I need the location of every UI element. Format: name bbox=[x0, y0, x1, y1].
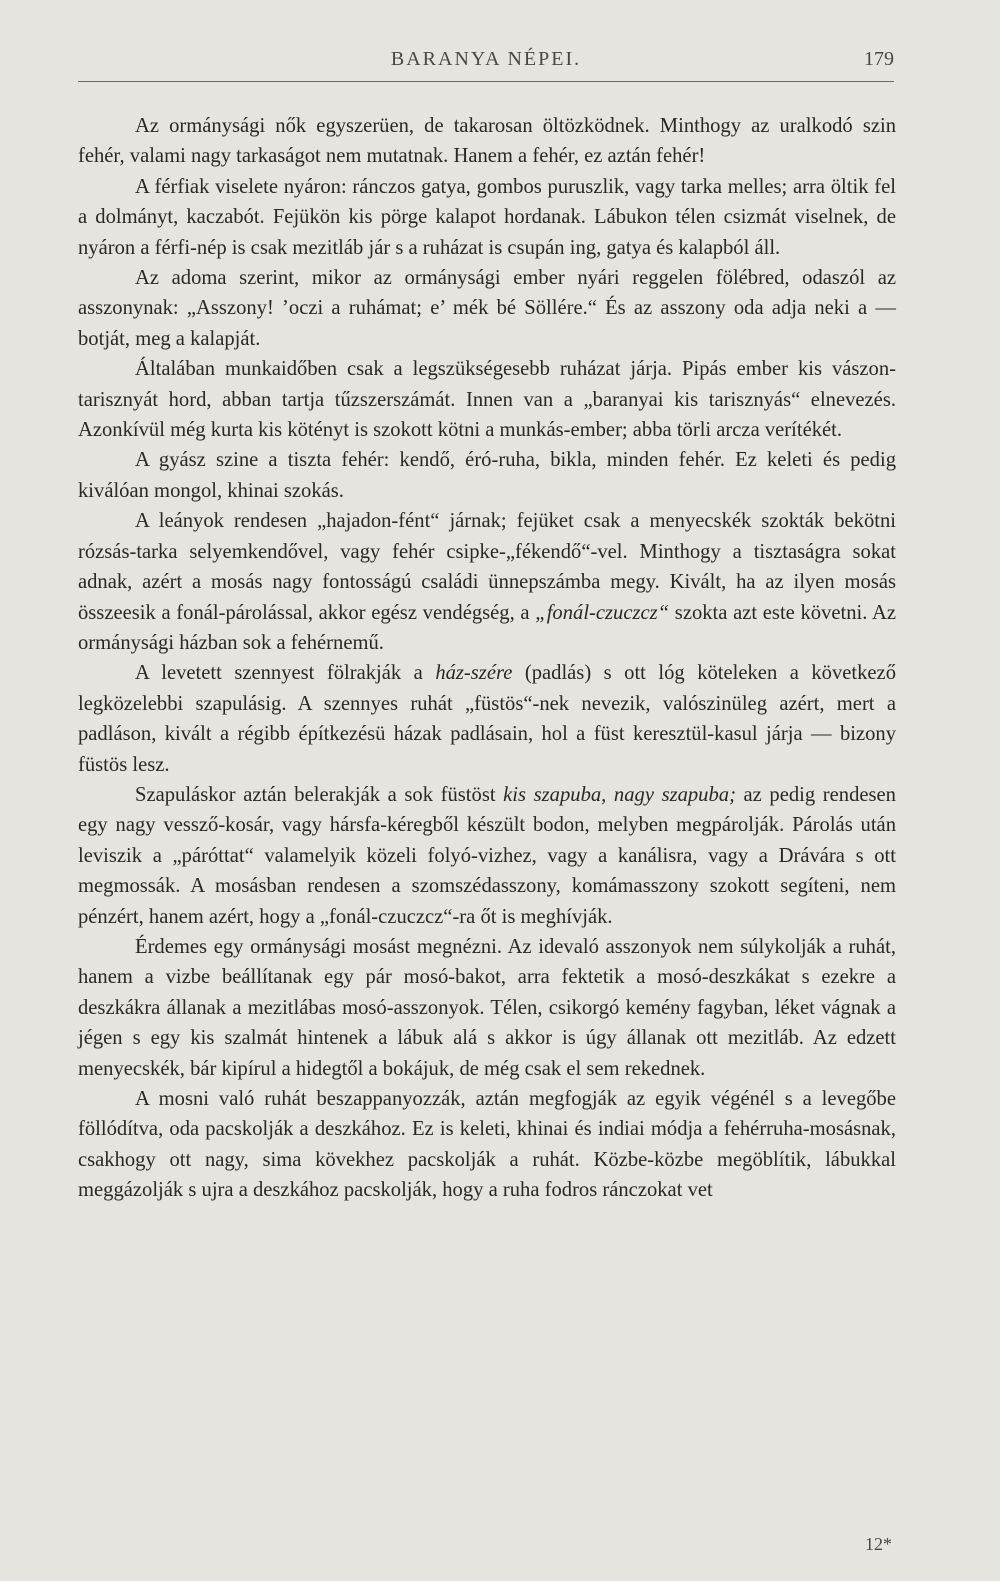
body-text bbox=[78, 111, 896, 1206]
text-run: Általában munkaidőben csak a legszükségesebb ruházat járja. Pipás ember kis vászon-tarisznyát hord, abban tartja tűzszerszámát. Innen van a „baranyai kis tarisznyás“ elnevezés. Azonkívül még kurta kis kötényt is szokott kötni a munkás-ember; abba törli arcza verítékét. bbox=[78, 358, 896, 442]
page-number: 179 bbox=[864, 48, 894, 70]
paragraph bbox=[78, 780, 896, 932]
text-run: A levetett szennyest fölrakják a bbox=[135, 662, 436, 685]
text-run: Az adoma szerint, mikor az ormánysági ember nyári reggelen fölébred, odaszól az asszonynak: „Asszony! ’oczi a ruhámat; e’ mék bé Söllére.“ És az asszony oda adja neki a — botját, meg a kalapját. bbox=[78, 267, 896, 350]
text-run: az pedig rendesen egy nagy vessző-kosár, vagy hársfa-kéregből készült bodon, melyben megpárolják. Párolás után leviszik a „páróttat“ valamelyik közeli folyó-vizhez, vagy a kanálisra, vagy a Drávára s ott megmossák. A mosásban rendesen a szomszédasszony, komámasszony szokott segíteni, nem pénzért, hanem azért, hogy a „fonál-czuczcz“-ra őt is meghívják. bbox=[78, 783, 896, 928]
paragraph bbox=[78, 932, 896, 1084]
text-run: Érdemes egy ormánysági mosást megnézni. Az idevaló asszonyok nem súlykolják a ruhát, hanem a vizbe beállítanak egy pár mosó-bakot, arra fektetik a mosó-deszkákat s ezekre a deszkákra állanak a mezitlábas mosó-asszonyok. Télen, csikorgó kemény fagyban, léket vágnak a jégen s egy kis szalmát hintenek a lábuk alá s akkor is úgy állanak ott mezitláb. Az edzett menyecskék, bár kipírul a hidegtől a bokájuk, de még csak el sem rekednek. bbox=[78, 935, 896, 1080]
text-run: Szapuláskor aztán belerakják a sok füstöst bbox=[135, 783, 504, 806]
running-header bbox=[78, 48, 894, 82]
text-run: A mosni való ruhát beszappanyozzák, aztán megfogják az egyik végénél s a levegőbe föllódítva, oda pacskolják a deszkához. Ez is keleti, khinai és indiai módja a fehérruha-mosásnak, csakhogy ott nagy, sima kövekhez pacskolják a ruhát. Közbe-közbe megöblítik, lábukkal meggázolják s ujra a deszkához pacskolják, hogy a ruha fodros ránczokat vet bbox=[78, 1088, 896, 1202]
italic-text-run: ház-szére bbox=[435, 662, 513, 685]
header-title: BARANYA NÉPEI. bbox=[390, 48, 582, 70]
paragraph bbox=[78, 1084, 896, 1206]
italic-text-run: „fonál-czuczcz“ bbox=[535, 601, 670, 624]
paragraph bbox=[78, 172, 896, 263]
paragraph bbox=[78, 263, 896, 354]
text-run: szokta azt este követni. Az ormánysági házban sok a fehérnemű. bbox=[78, 601, 896, 654]
header-rule bbox=[78, 81, 894, 82]
text-run: A leányok rendesen „hajadon-fént“ járnak; fejüket csak a menyecskék szokták bekötni rózsás-tarka selyemkendővel, vagy fehér csipke-„fékendő“-vel. Minthogy a tisztaságra sokat adnak, azért a mosás nagy fontosságú családi ünnepszámba megy. Kivált, ha az ilyen mosás összeesik a fonál-párolással, akkor egész vendégség, a bbox=[78, 510, 896, 624]
paragraph bbox=[78, 506, 896, 658]
text-run: A gyász szine a tiszta fehér: kendő, éró-ruha, bikla, minden fehér. Ez keleti és pedig kiválóan mongol, khinai szokás. bbox=[78, 449, 896, 502]
paragraph bbox=[78, 658, 896, 780]
italic-text-run: kis szapuba, nagy szapuba; bbox=[503, 783, 736, 806]
paragraph bbox=[78, 445, 896, 506]
signature-mark: 12* bbox=[865, 1534, 892, 1554]
paragraph bbox=[78, 354, 896, 445]
text-run: Az ormánysági nők egyszerüen, de takarosan öltözködnek. Minthogy az uralkodó szin fehér, valami nagy tarkaságot nem mutatnak. Hanem a fehér, ez aztán fehér! bbox=[78, 115, 896, 168]
text-run: (padlás) s ott lóg köteleken a következő legközelebbi szapulásig. A szennyes ruhát „füstös“-nek nevezik, valószinüleg azért, mert a padláson, kivált a régibb építkezésü házak padlásain, hol a füst keresztül-kasul járja — bizony füstös lesz. bbox=[78, 662, 896, 776]
paragraph bbox=[78, 111, 896, 172]
text-run: A férfiak viselete nyáron: ránczos gatya, gombos puruszlik, vagy tarka melles; arra öltik fel a dolmányt, kaczabót. Fejükön kis pörge kalapot hordanak. Lábukon télen csizmát viselnek, de nyáron a férfi-nép is csak mezitláb jár s a ruházat is csupán ing, gatya és kalapból áll. bbox=[78, 175, 896, 259]
